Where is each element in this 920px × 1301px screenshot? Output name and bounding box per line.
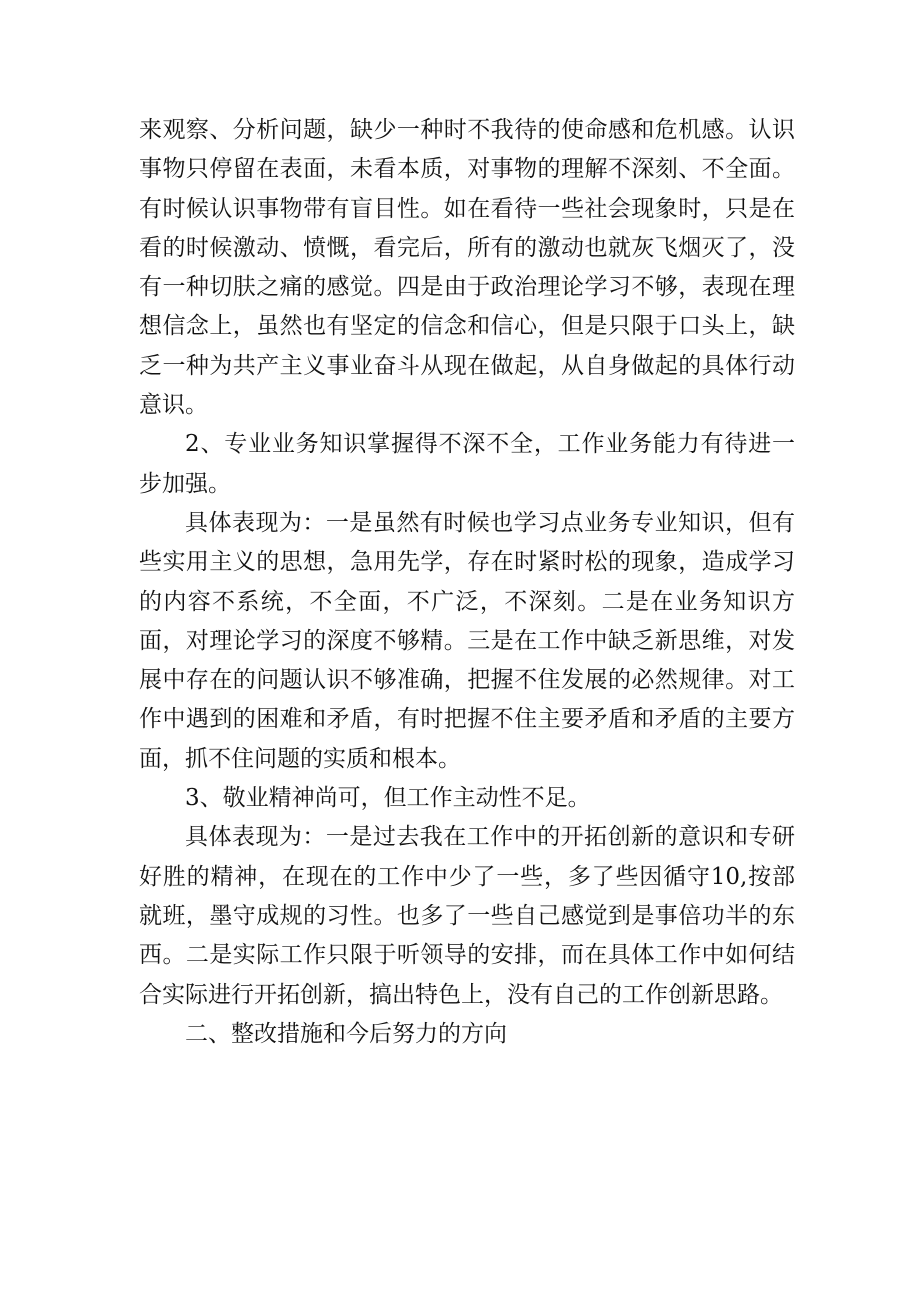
paragraph-heading-3: 3、敬业精神尚可，但工作主动性不足。: [185, 785, 591, 812]
paragraph-heading-2: 2、专业业务知识掌握得不深不全，工作业务能力有待进一步加强。: [139, 431, 795, 497]
section-heading-rectification: 二、整改措施和今后努力的方向: [185, 1020, 507, 1047]
paragraph-details-2: 具体表现为：一是虽然有时候也学习点业务专业知识，但有些实用主义的思想，急用先学，存在时紧时松的现象，造成学习的内容不系统，不全面，不广泛，不深刻。二是在业务知识方面，对理论学习的深度不够精。三是在工作中缺乏新思维，对发展中存在的问题认识不够准确，把握不住发展的必然规律。对工作中遇到的困难和矛盾，有时把握不住主要矛盾和矛盾的主要方面，抓不住问题的实质和根本。: [139, 509, 795, 772]
paragraph-continuation: 来观察、分析问题，缺少一种时不我待的使命感和危机感。认识事物只停留在表面，未看本质，对事物的理解不深刻、不全面。有时候认识事物带有盲目性。如在看待一些社会现象时，只是在看的时候激动、愤慨，看完后，所有的激动也就灰飞烟灭了，没有一种切肤之痛的感觉。四是由于政治理论学习不够，表现在理想信念上，虽然也有坚定的信念和信心，但是只限于口头上，缺乏一种为共产主义事业奋斗从现在做起，从自身做起的具体行动意识。: [139, 117, 795, 419]
paragraph-details-3: 具体表现为：一是过去我在工作中的开拓创新的意识和专研好胜的精神，在现在的工作中少了一些，多了些因循守10,按部就班，墨守成规的习性。也多了一些自己感觉到是事倍功半的东西。二是实际工作只限于听领导的安排，而在具体工作中如何结合实际进行开拓创新，搞出特色上，没有自己的工作创新思路。: [139, 824, 795, 1008]
document-body: [139, 111, 795, 1054]
